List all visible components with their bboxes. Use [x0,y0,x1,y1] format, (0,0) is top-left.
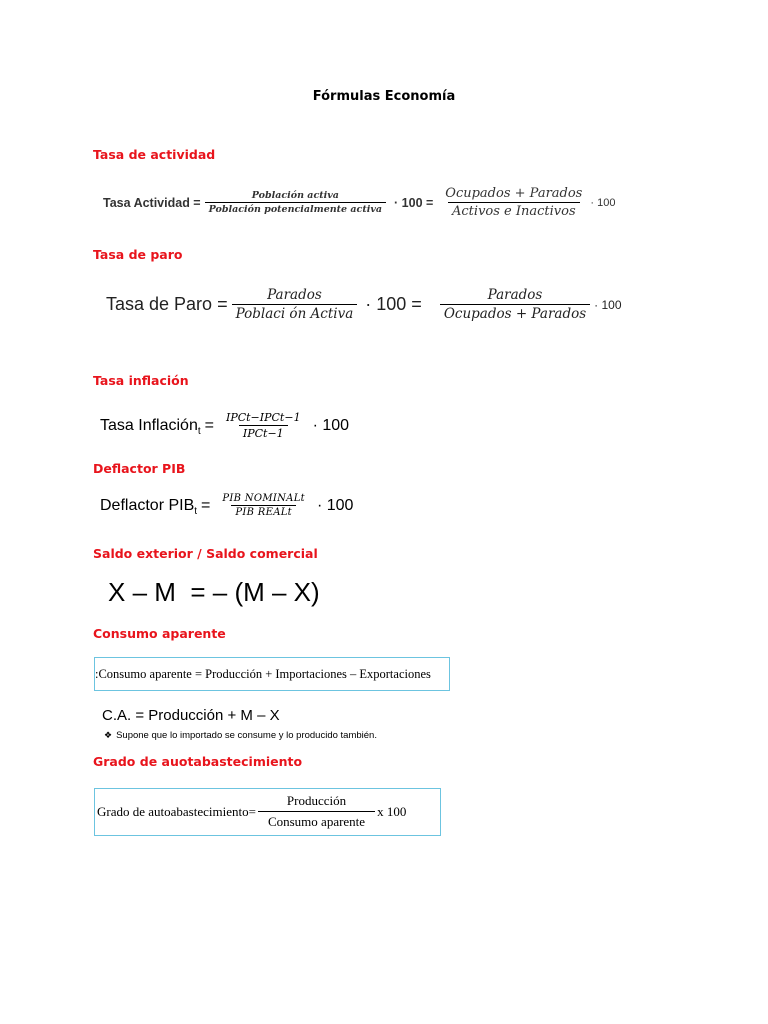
formula-consumo-aparente: :Consumo aparente = Producción + Importaciones – Exportaciones [95,667,431,681]
diamond-bullet-icon: ❖ [104,730,113,740]
page-title: Fórmulas Economía [312,89,456,104]
formula-autoabastecimiento [97,793,406,830]
fraction-poblacion [205,190,386,215]
formula-deflactor-pib [100,493,357,518]
fraction-numerator: Producción [286,793,347,808]
fraction-ipc [222,411,305,440]
formula-multiplier: · 100 = [365,294,422,314]
heading-saldo-exterior: Saldo exterior / Saldo comercial [93,546,318,561]
fraction-denominator: Activos e Inactivos [448,202,580,219]
formula-subscript: t [197,426,201,437]
fraction-numerator: Población activa [251,190,339,201]
fraction-parados-poblacion [232,287,358,322]
fraction-produccion [258,793,375,830]
fraction-numerator: Parados [267,287,322,303]
fraction-denominator: Población potencialmente activa [205,202,386,215]
fraction-numerator: PIB NOMINALt [222,493,305,504]
fraction-denominator: Poblaci ón Activa [232,304,358,322]
formula-lhs: Tasa Inflación [100,416,198,434]
heading-deflactor-pib: Deflactor PIB [93,461,186,476]
formula-tasa-actividad [103,186,615,219]
formula-lhs: Grado de autoabastecimiento= [97,803,256,819]
fraction-ocupados [441,186,586,219]
fraction-denominator: IPCt−1 [239,425,288,440]
formula-multiplier: · 100 [590,196,616,209]
fraction-denominator: Consumo aparente [258,811,375,830]
fraction-numerator: Parados [487,287,543,303]
heading-tasa-paro: Tasa de paro [93,247,183,262]
formula-tasa-paro [106,287,622,322]
formula-equals: = [204,416,214,434]
formula-lhs: Tasa de Paro = [106,294,228,314]
note-text: Supone que lo importado se consume y lo producido también. [116,730,377,741]
formula-multiplier: · 100 = [394,195,434,210]
fraction-numerator: IPCt−IPCt−1 [225,411,301,424]
formula-subscript: t [194,506,198,517]
fraction-numerator: Ocupados + Parados [445,186,583,201]
heading-consumo-aparente: Consumo aparente [93,626,226,641]
fraction-denominator: PIB REALt [231,505,296,518]
formula-equals: = [201,496,211,514]
heading-grado-autoabastecimiento: Grado de auotabastecimiento [93,754,303,769]
formula-tasa-inflacion [100,411,353,440]
fraction-parados-ocupados [440,287,590,322]
formula-multiplier: x 100 [377,803,407,819]
fraction-denominator: Ocupados + Parados [440,304,590,322]
formula-multiplier: · 100 [316,496,354,514]
heading-tasa-inflacion: Tasa inflación [93,373,189,388]
note-consumo [104,730,377,741]
formula-saldo-exterior: X – M = – (M – X) [108,577,320,607]
formula-multiplier: · 100 [312,416,350,434]
formula-lhs: Tasa Actividad = [103,195,201,210]
fraction-pib [218,493,309,518]
formula-lhs: Deflactor PIB [100,496,195,514]
formula-multiplier: · 100 [594,297,622,312]
formula-ca-short: C.A. = Producción + M – X [102,707,280,724]
heading-tasa-actividad: Tasa de actividad [93,147,216,162]
